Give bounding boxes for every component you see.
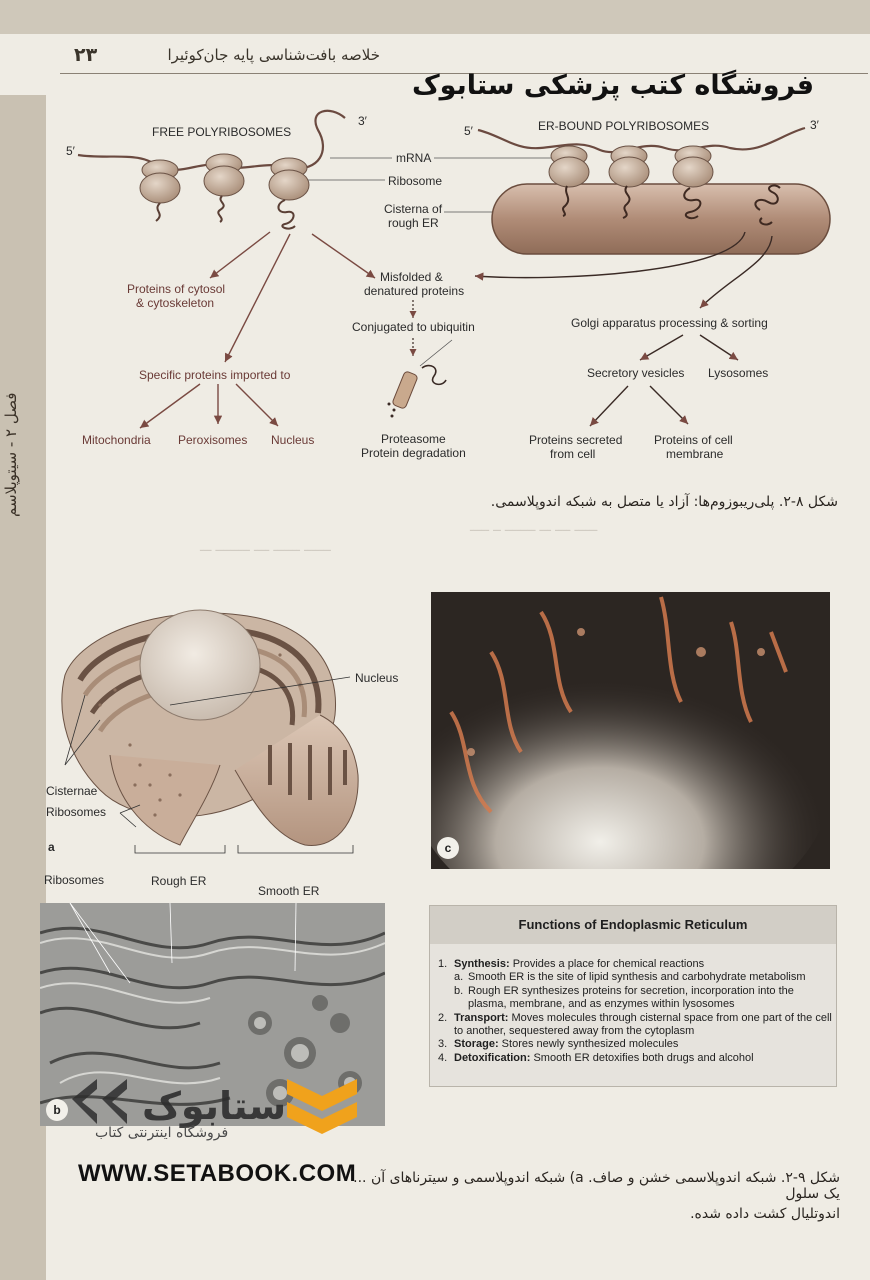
nucleus-label: Nucleus xyxy=(355,671,399,685)
ribosome-label: Ribosome xyxy=(388,174,443,188)
peroxisomes-label: Peroxisomes xyxy=(178,433,248,447)
ubiquitin-label: Conjugated to ubiquitin xyxy=(352,320,475,334)
five-prime-left: 5′ xyxy=(66,144,75,158)
figure-8-caption: شکل ۸-۲. پلی‌ریبوزوم‌ها: آزاد یا متصل به شبکه اندوپلاسمی. xyxy=(490,494,838,510)
denatured-label: denatured proteins xyxy=(364,284,465,298)
proteasome-label: Proteasome xyxy=(381,432,446,446)
protein-degradation-label: Protein degradation xyxy=(361,446,466,460)
from-cell-label: from cell xyxy=(550,447,596,461)
proteins-membrane-label: Proteins of cell xyxy=(654,433,733,447)
fluorescence-texture xyxy=(431,592,830,869)
proteins-secreted-label: Proteins secreted xyxy=(529,433,623,447)
secretory-vesicles-label: Secretory vesicles xyxy=(587,366,685,380)
figure-9-caption-2: اندوتلیال کشت داده شده. xyxy=(690,1206,840,1222)
free-ribosome xyxy=(140,160,180,221)
proteins-cytosol-label: Proteins of cytosol xyxy=(127,282,226,296)
mitochondria-label: Mitochondria xyxy=(82,433,151,447)
free-ribosome xyxy=(204,154,244,222)
rough-er-cisterna xyxy=(492,184,830,254)
three-prime-left: 3′ xyxy=(358,114,367,128)
misfolded-label: Misfolded & xyxy=(380,270,443,284)
cytoskeleton-label: & cytoskeleton xyxy=(136,296,215,310)
panel-b-badge: b xyxy=(46,1099,68,1121)
three-prime-right: 3′ xyxy=(810,118,819,132)
polyribosome-diagram xyxy=(0,0,870,480)
mrna-label: mRNA xyxy=(396,151,432,165)
function-item: 1. Synthesis: Provides a place for chemical reactions xyxy=(438,958,705,970)
store-watermark: فروشگاه کتب پزشکی ستابوک xyxy=(412,70,815,101)
er-fluorescence-c xyxy=(431,592,830,869)
ribosomes-b-label: Ribosomes xyxy=(44,873,105,887)
function-item: 2. Transport: Moves molecules through cisternal space from one part of the cell to another, sequestered away from the cytoplasm xyxy=(438,1011,832,1038)
functions-box xyxy=(429,905,837,1087)
free-polyribosomes-title: FREE POLYRIBOSOMES xyxy=(152,125,292,139)
nucleus-target-label: Nucleus xyxy=(271,433,315,447)
setabook-url: WWW.SETABOOK.COM xyxy=(78,1160,357,1187)
rough-er-b-label: Rough ER xyxy=(151,874,207,888)
er-polyribosomes-title: ER-BOUND POLYRIBOSOMES xyxy=(538,119,710,133)
page-number: ۲۳ xyxy=(74,44,98,66)
bleed-text: ــــــ ــــ ـــ ــــــــ ــ ـــــ xyxy=(470,520,598,535)
lysosomes-label: Lysosomes xyxy=(708,366,769,380)
bleed-text: ـــــــ ـــــــ ــــ ـــــــــ ـــ xyxy=(200,540,331,555)
chapter-tab-label: فصل ۲ - سیتوپلاسم xyxy=(2,392,20,518)
er-illustration xyxy=(40,595,380,860)
function-item: 4. Detoxification: Smooth ER detoxifies both drugs and alcohol xyxy=(438,1051,754,1064)
rough-er-label: rough ER xyxy=(388,216,439,230)
functions-box-title: Functions of Endoplasmic Reticulum xyxy=(430,906,836,944)
proteasome-icon xyxy=(388,340,453,418)
membrane-label: membrane xyxy=(666,447,724,461)
function-subitem: b. Rough ER synthesizes proteins for secretion, incorporation into the plasma, membrane, and as enzymes within lysosomes xyxy=(454,984,794,1011)
smooth-er-label: Smooth ER xyxy=(258,884,320,898)
figure-9-caption: شکل ۹-۲. شبکه اندوپلاسمی خشن و صاف. a) شبکه اندوپلاسمی و سیترناهای آن ... یک سلول xyxy=(353,1170,840,1202)
cisterna-label: Cisterna of xyxy=(384,202,443,216)
five-prime-right: 5′ xyxy=(464,124,473,138)
cisternae-label: Cisternae xyxy=(46,784,98,798)
functions-list xyxy=(438,958,832,1065)
svg-text:ستابوک: ستابوک xyxy=(142,1084,287,1128)
function-item: 3. Storage: Stores newly synthesized molecules xyxy=(438,1038,679,1051)
panel-c-badge: c xyxy=(437,837,459,859)
panel-a-label: a xyxy=(48,840,55,854)
specific-proteins-label: Specific proteins imported to xyxy=(139,368,291,382)
function-subitem: a. Smooth ER is the site of lipid synthesis and carbohydrate metabolism xyxy=(454,971,806,984)
free-ribosome xyxy=(269,158,309,229)
logo-subtitle: فروشگاه اینترنتی کتاب xyxy=(95,1125,229,1141)
golgi-label: Golgi apparatus processing & sorting xyxy=(571,316,768,330)
ribosomes-a-label: Ribosomes xyxy=(46,805,107,819)
running-head: خلاصه بافت‌شناسی پایه جان‌کوئیرا xyxy=(167,46,380,64)
